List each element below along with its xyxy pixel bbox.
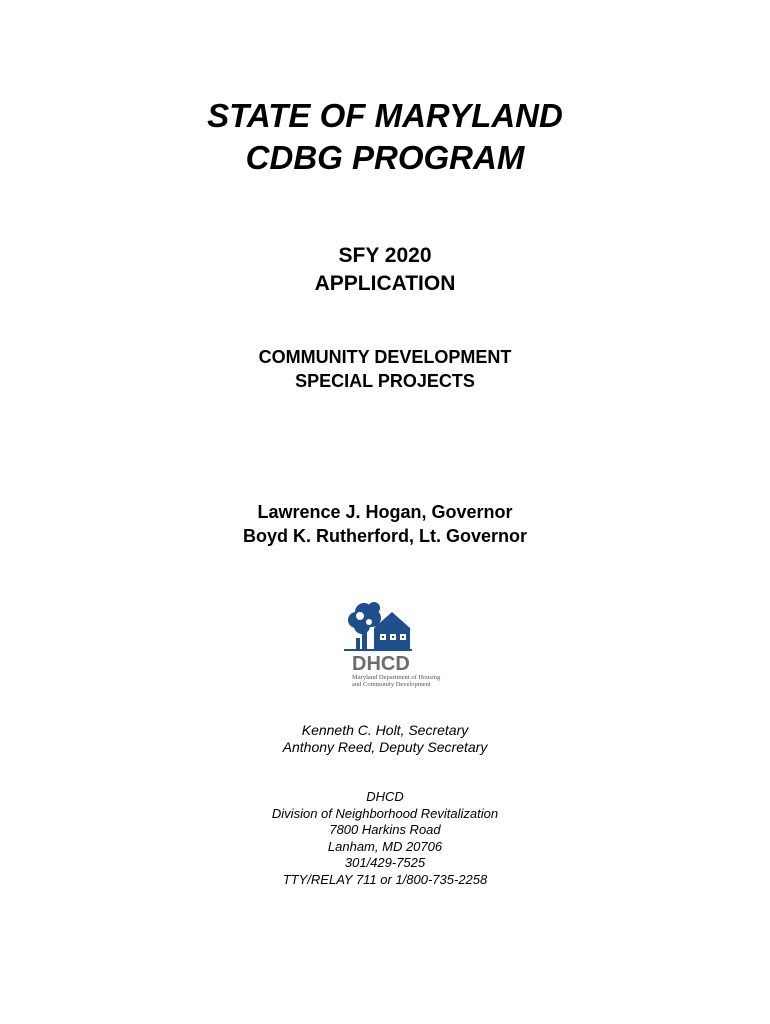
title-line-1: STATE OF MARYLAND bbox=[207, 97, 563, 134]
secretary-name: Kenneth C. Holt, Secretary bbox=[301, 722, 469, 738]
logo-tagline-2: and Community Development bbox=[352, 681, 431, 688]
document-title bbox=[0, 95, 770, 179]
tty-relay: TTY/RELAY 711 or 1/800-735-2258 bbox=[282, 871, 488, 887]
street-address: 7800 Harkins Road bbox=[329, 822, 441, 837]
logo-tagline-1: Maryland Department of Housing bbox=[352, 674, 441, 681]
application-label: APPLICATION bbox=[314, 272, 456, 295]
officials-block bbox=[0, 500, 770, 548]
city-state-zip: Lanham, MD 20706 bbox=[327, 838, 443, 854]
governor-name: Lawrence J. Hogan, Governor bbox=[257, 502, 513, 522]
category-line-1: COMMUNITY DEVELOPMENT bbox=[258, 347, 512, 367]
category-line-2: SPECIAL PROJECTS bbox=[295, 371, 475, 391]
secretaries-block bbox=[0, 722, 770, 756]
category-heading bbox=[0, 345, 770, 393]
dhcd-logo bbox=[344, 598, 468, 690]
application-heading bbox=[0, 242, 770, 298]
agency-name: DHCD bbox=[366, 789, 404, 804]
division-name: Division of Neighborhood Revitalization bbox=[271, 805, 499, 821]
fiscal-year: SFY 2020 bbox=[338, 244, 432, 267]
deputy-secretary-name: Anthony Reed, Deputy Secretary bbox=[282, 739, 488, 755]
logo-acronym: DHCD bbox=[352, 653, 410, 675]
address-block bbox=[0, 789, 770, 888]
phone-number: 301/429-7525 bbox=[344, 855, 426, 870]
title-line-2: CDBG PROGRAM bbox=[245, 139, 525, 176]
lt-governor-name: Boyd K. Rutherford, Lt. Governor bbox=[242, 526, 527, 546]
